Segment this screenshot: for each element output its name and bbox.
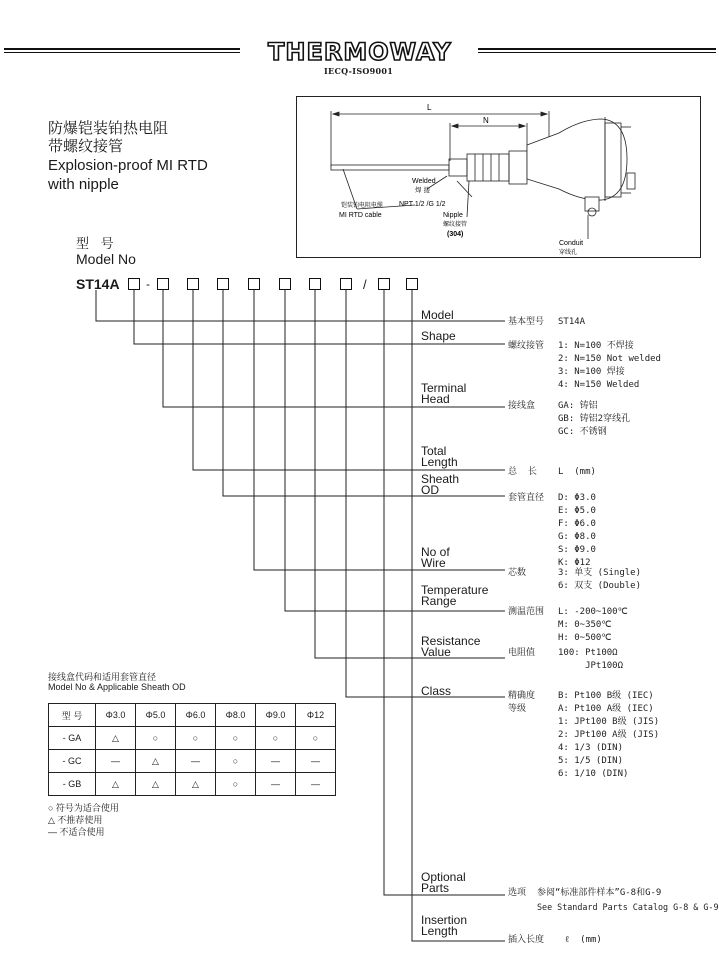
table-row <box>49 750 336 773</box>
field-opt-class-1: A: Pt100 A级 (IEC) <box>558 704 654 714</box>
table-header-cell: Φ6.0 <box>176 704 216 727</box>
field-cn-sheath-od: 套管直径 <box>508 493 545 503</box>
field-label-insertion-length: Insertion Length <box>421 913 468 938</box>
table-cell: — <box>96 750 136 773</box>
header-rule-right <box>478 48 716 53</box>
legend-not-suitable: — 不适合使用 <box>48 827 105 837</box>
field-opt-class-2: 1: JPt100 B级 (JIS) <box>558 717 660 727</box>
field-opt-sheath-od-3: G: Φ8.0 <box>558 532 596 542</box>
legend-suitable: ○ 符号为适合使用 <box>48 803 119 813</box>
field-opt-terminal-head-0: GA: 铸铝 <box>558 401 598 411</box>
field-label-terminal-head: Terminal Head <box>421 381 467 406</box>
table-cell: △ <box>136 773 176 796</box>
field-opt-temperature-range-0: L: -200~100℃ <box>558 607 628 617</box>
table-cell: — <box>176 750 216 773</box>
field-cn-class: 精确度 等级 <box>508 691 536 714</box>
field-opt-temperature-range-1: M: 0~350℃ <box>558 620 612 630</box>
table-cell: - GC <box>49 750 96 773</box>
code-box-class <box>340 278 352 290</box>
code-dash: - <box>146 277 150 291</box>
table-cell: △ <box>136 750 176 773</box>
field-opt-shape-0: 1: N=100 不焊接 <box>558 341 634 351</box>
code-box-insertion <box>406 278 418 290</box>
code-slash: / <box>363 277 367 292</box>
table-cell: ○ <box>216 750 256 773</box>
field-label-temperature-range: Temperature Range <box>421 583 489 608</box>
field-cn-optional-parts: 选项 <box>508 888 527 898</box>
field-label-optional-parts: Optional Parts <box>421 870 466 895</box>
conduit-label-cn: 穿线孔 <box>559 249 578 256</box>
welded-label-cn: 焊 接 <box>415 186 431 194</box>
field-label-sheath-od: Sheath OD <box>421 472 460 497</box>
field-opt-class-5: 5: 1/5 (DIN) <box>558 756 624 766</box>
sheath-table <box>48 703 336 796</box>
field-opt-class-4: 4: 1/3 (DIN) <box>558 743 624 753</box>
field-label-no-of-wire: No of Wire <box>421 545 450 570</box>
table-row <box>49 773 336 796</box>
table-header-cell: Φ3.0 <box>96 704 136 727</box>
table-cell: ○ <box>256 727 296 750</box>
field-opt-no-of-wire-0: 3: 单支 (Single) <box>558 568 642 578</box>
code-box-temperature <box>279 278 291 290</box>
field-label-resistance-value: Resistance Value <box>421 634 481 659</box>
field-opt-insertion-length-0: ℓ (mm) <box>565 935 602 945</box>
field-opt-shape-1: 2: N=150 Not welded <box>558 354 661 364</box>
sheath-table-title-en: Model No & Applicable Sheath OD <box>48 682 186 692</box>
field-opt-optional-parts-0: 参阅“标准部件样本”G-8和G-9 <box>537 888 662 898</box>
table-cell: ○ <box>216 773 256 796</box>
table-cell: △ <box>176 773 216 796</box>
field-label-model: Model <box>421 308 454 322</box>
title-cn-line1: 防爆铠装铂热电阻 <box>48 120 169 137</box>
field-cn-shape: 螺纹接管 <box>508 341 545 351</box>
table-cell: — <box>256 750 296 773</box>
welded-label: Welded <box>412 178 436 185</box>
code-box-wire <box>248 278 260 290</box>
conduit-label: Conduit <box>559 240 584 247</box>
field-opt-shape-3: 4: N=150 Welded <box>558 380 640 390</box>
code-box-terminal-head <box>157 278 169 290</box>
field-opt-sheath-od-0: D: Φ3.0 <box>558 493 596 503</box>
cable-label-cn: 铠装铂电阻电缆 <box>341 202 384 209</box>
field-cn-temperature-range: 测温范围 <box>508 607 545 617</box>
nipple-material: (304) <box>447 231 464 238</box>
nipple-label-cn: 螺纹接管 <box>443 221 468 228</box>
field-cn-model: 基本型号 <box>508 317 545 327</box>
field-cn-no-of-wire: 芯数 <box>508 568 527 578</box>
field-opt-model-0: ST14A <box>558 317 586 327</box>
table-cell: ○ <box>216 727 256 750</box>
field-label-class: Class <box>421 684 452 698</box>
table-cell: △ <box>96 773 136 796</box>
table-header-cell: Φ9.0 <box>256 704 296 727</box>
field-opt-total-length-0: L (mm) <box>558 467 596 477</box>
table-header-cell: Φ12 <box>296 704 336 727</box>
sheath-table-title-cn: 接线盒代码和适用套管直径 <box>48 672 157 682</box>
product-diagram-frame <box>296 96 701 258</box>
field-opt-no-of-wire-1: 6: 双支 (Double) <box>558 581 642 591</box>
table-header-row <box>49 704 336 727</box>
dim-N-label: N <box>483 116 489 125</box>
nipple-label: Nipple <box>443 212 463 219</box>
table-cell: ○ <box>136 727 176 750</box>
certification-label: IECQ-ISO9001 <box>324 66 394 76</box>
field-cn-resistance-value: 电阻值 <box>508 648 536 658</box>
table-cell: - GA <box>49 727 96 750</box>
field-opt-sheath-od-5: K: Φ12 <box>558 558 591 568</box>
product-drawing <box>297 97 700 257</box>
table-header-cell: Φ5.0 <box>136 704 176 727</box>
field-opt-sheath-od-2: F: Φ6.0 <box>558 519 596 529</box>
field-cn-insertion-length: 插入长度 <box>508 935 545 945</box>
model-heading-cn: 型 号 <box>76 236 118 251</box>
field-opt-resistance-value-0: 100: Pt100Ω <box>558 648 618 658</box>
field-label-total-length: Total Length <box>421 444 458 469</box>
thread-label: NPT 1/2 /G 1/2 <box>399 201 446 208</box>
field-opt-terminal-head-1: GB: 铸铝2穿线孔 <box>558 414 631 424</box>
code-box-resistance <box>309 278 321 290</box>
dim-L-label: L <box>427 103 432 112</box>
table-cell: - GB <box>49 773 96 796</box>
table-cell: — <box>296 773 336 796</box>
field-opt-resistance-value-1: JPt100Ω <box>558 661 624 671</box>
field-label-shape: Shape <box>421 329 456 343</box>
field-opt-class-0: B: Pt100 B级 (IEC) <box>558 691 654 701</box>
table-cell: ○ <box>176 727 216 750</box>
legend-not-recommended: △ 不推荐使用 <box>48 815 103 825</box>
code-box-total-length <box>187 278 199 290</box>
table-row <box>49 727 336 750</box>
table-header-cell: Φ8.0 <box>216 704 256 727</box>
field-cn-total-length: 总 长 <box>508 467 537 477</box>
table-cell: ○ <box>296 727 336 750</box>
title-cn-line2: 带螺纹接管 <box>48 138 124 155</box>
model-code: ST14A <box>76 276 120 292</box>
field-opt-terminal-head-2: GC: 不锈钢 <box>558 427 607 437</box>
field-opt-temperature-range-2: H: 0~500℃ <box>558 633 612 643</box>
field-cn-terminal-head: 接线盒 <box>508 401 536 411</box>
brand-logo: THERMOWAY <box>268 38 452 66</box>
cable-label: MI RTD cable <box>339 212 382 219</box>
header-rule-left <box>4 48 240 53</box>
field-opt-sheath-od-1: E: Φ5.0 <box>558 506 596 516</box>
model-heading-en: Model No <box>76 251 136 267</box>
field-opt-sheath-od-4: S: Φ9.0 <box>558 545 596 555</box>
field-opt-optional-parts-1: See Standard Parts Catalog G-8 & G-9 <box>537 902 719 912</box>
title-en-line1: Explosion-proof MI RTD <box>48 157 208 174</box>
field-opt-shape-2: 3: N=100 焊接 <box>558 367 625 377</box>
table-cell: — <box>296 750 336 773</box>
field-opt-class-6: 6: 1/10 (DIN) <box>558 769 629 779</box>
code-box-shape <box>128 278 140 290</box>
table-header-cell: 型 号 <box>49 704 96 727</box>
table-cell: △ <box>96 727 136 750</box>
title-en-line2: with nipple <box>48 176 119 193</box>
code-box-optional <box>378 278 390 290</box>
field-opt-class-3: 2: JPt100 A级 (JIS) <box>558 730 660 740</box>
table-cell: — <box>256 773 296 796</box>
code-box-sheath-od <box>217 278 229 290</box>
